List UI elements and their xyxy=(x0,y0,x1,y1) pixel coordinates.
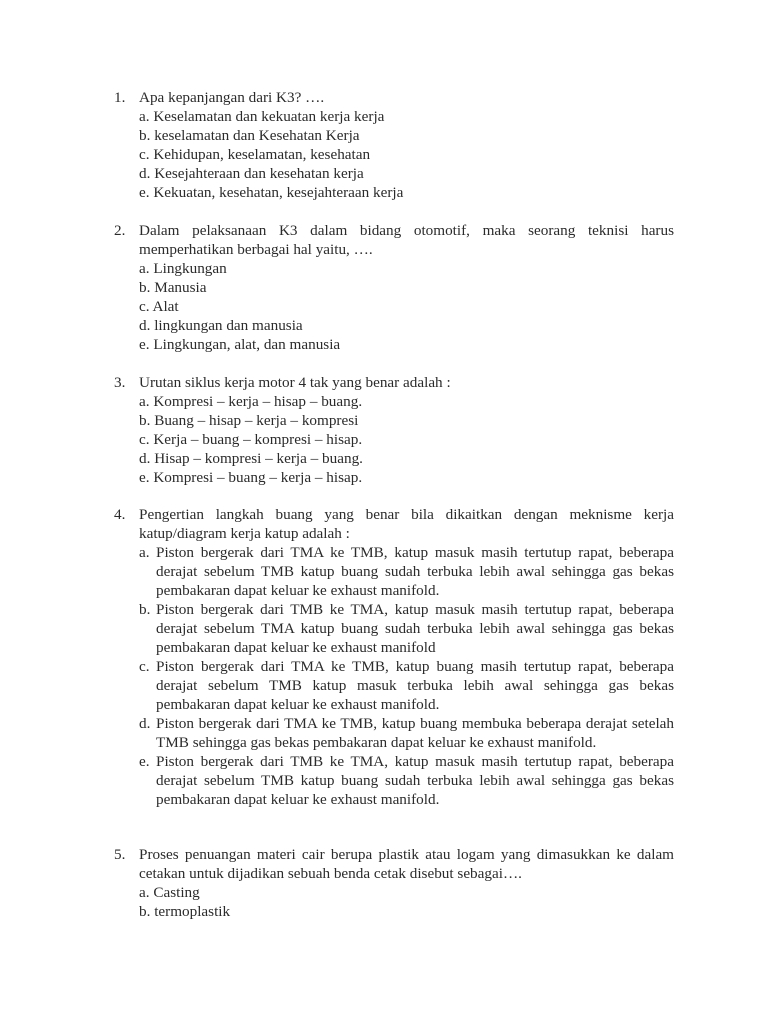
option-b xyxy=(139,600,674,657)
option-a: a. Kompresi – kerja – hisap – buang. xyxy=(139,393,363,410)
question-2 xyxy=(114,221,674,354)
question-number: 3. xyxy=(114,374,126,391)
question-number: 5. xyxy=(114,846,126,863)
option-list xyxy=(139,883,674,921)
option-c: c. Kehidupan, keselamatan, kesehatan xyxy=(139,146,371,163)
question-3 xyxy=(114,373,674,487)
option-e xyxy=(139,752,674,809)
option-list xyxy=(139,259,674,354)
option-b: b. keselamatan dan Kesehatan Kerja xyxy=(139,127,360,144)
option-a: a. Casting xyxy=(139,884,200,901)
option-list xyxy=(139,543,674,809)
option-letter: b. xyxy=(139,601,151,618)
option-c: c. Alat xyxy=(139,298,179,315)
question-text: Pengertian langkah buang yang benar bila dikaitkan dengan meknisme kerja katup/diagram kerja katup adalah : xyxy=(139,506,674,542)
question-1 xyxy=(114,88,674,202)
option-e: e. Kekuatan, kesehatan, kesejahteraan kerja xyxy=(139,184,404,201)
question-5 xyxy=(114,845,674,921)
question-text: Apa kepanjangan dari K3? …. xyxy=(139,89,325,106)
option-text: Piston bergerak dari TMA ke TMB, katup buang masih tertutup rapat, beberapa derajat sebelum TMB katup masuk terbuka lebih awal sehingga gas bekas pembakaran dapat keluar ke exhaust manifold. xyxy=(156,658,674,713)
question-4 xyxy=(114,505,674,809)
option-text: Piston bergerak dari TMA ke TMB, katup masuk masih tertutup rapat, beberapa derajat sebelum TMB katup buang sudah terbuka lebih awal sehingga gas bekas pembakaran dapat keluar ke exhaust manifold. xyxy=(156,544,674,599)
question-text: Urutan siklus kerja motor 4 tak yang benar adalah : xyxy=(139,374,451,391)
option-d xyxy=(139,714,674,752)
option-list xyxy=(139,392,674,487)
option-b: b. termoplastik xyxy=(139,903,231,920)
option-text: Piston bergerak dari TMB ke TMA, katup masuk masih tertutup rapat, beberapa derajat sebelum TMB katup buang sudah terbuka lebih awal sehingga gas bekas pembakaran dapat keluar ke exhaust manifold. xyxy=(156,753,674,808)
option-a xyxy=(139,543,674,600)
option-b: b. Buang – hisap – kerja – kompresi xyxy=(139,412,359,429)
question-text: Proses penuangan materi cair berupa plastik atau logam yang dimasukkan ke dalam cetakan untuk dijadikan sebuah benda cetak disebut sebagai…. xyxy=(139,846,674,882)
question-text: Dalam pelaksanaan K3 dalam bidang otomotif, maka seorang teknisi harus memperhatikan berbagai hal yaitu, …. xyxy=(139,222,674,258)
option-text: Piston bergerak dari TMA ke TMB, katup buang membuka beberapa derajat setelah TMB sehingga gas bekas pembakaran dapat keluar ke exhaust manifold. xyxy=(156,715,674,751)
question-number: 1. xyxy=(114,89,126,106)
question-number: 4. xyxy=(114,506,126,523)
option-letter: d. xyxy=(139,715,151,732)
option-d: d. lingkungan dan manusia xyxy=(139,317,303,334)
option-d: d. Hisap – kompresi – kerja – buang. xyxy=(139,450,363,467)
option-c xyxy=(139,657,674,714)
option-e: e. Lingkungan, alat, dan manusia xyxy=(139,336,341,353)
option-e: e. Kompresi – buang – kerja – hisap. xyxy=(139,469,363,486)
option-a: a. Keselamatan dan kekuatan kerja kerja xyxy=(139,108,385,125)
option-letter: c. xyxy=(139,658,150,675)
question-number: 2. xyxy=(114,222,126,239)
option-b: b. Manusia xyxy=(139,279,207,296)
option-letter: e. xyxy=(139,753,150,770)
option-letter: a. xyxy=(139,544,150,561)
option-text: Piston bergerak dari TMB ke TMA, katup masuk masih tertutup rapat, beberapa derajat sebelum TMA katup buang sudah terbuka lebih awal sehingga gas bekas pembakaran dapat keluar ke exhaust manifold xyxy=(156,601,674,656)
option-a: a. Lingkungan xyxy=(139,260,227,277)
option-list xyxy=(139,107,674,202)
option-c: c. Kerja – buang – kompresi – hisap. xyxy=(139,431,363,448)
option-d: d. Kesejahteraan dan kesehatan kerja xyxy=(139,165,364,182)
